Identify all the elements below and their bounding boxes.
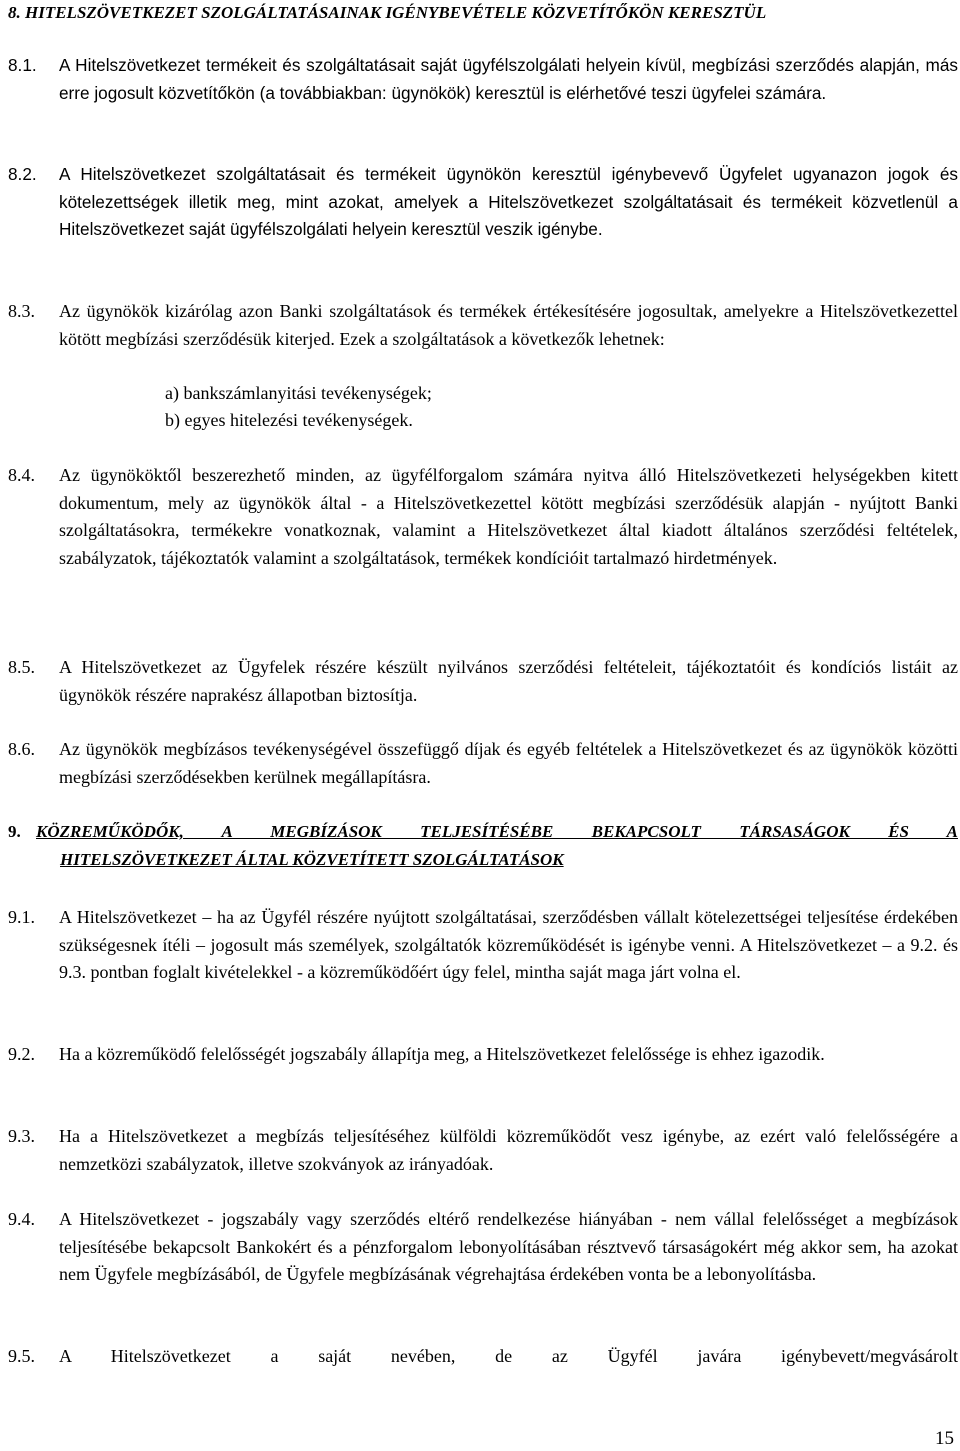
section-heading-9-line1: KÖZREMŰKÖDŐK, A MEGBÍZÁSOK TELJESÍTÉSÉBE BEKAPCSOLT TÁRSASÁGOK ÉS A (36, 822, 958, 841)
paragraph-number: 9.1. (8, 907, 35, 927)
paragraph-8-2 (8, 161, 958, 244)
paragraph-8-1 (8, 52, 958, 107)
paragraph-number: 9.3. (8, 1126, 35, 1146)
paragraph-8-3 (8, 298, 958, 353)
paragraph-number: 9.5. (8, 1346, 35, 1366)
paragraph-text: A Hitelszövetkezet az Ügyfelek részére készült nyilvános szerződési feltételeit, tájékoztatóit és kondíciós listáit az ügynökök részére naprakész állapotban biztosítja. (59, 657, 958, 705)
paragraph-number: 8.4. (8, 465, 35, 485)
paragraph-number: 8.6. (8, 739, 35, 759)
paragraph-text: Az ügynökök kizárólag azon Banki szolgáltatások és termékek értékesítésére jogosultak, amelyekre a Hitelszövetkezettel kötött megbízási szerződésük kiterjed. Ezek a szolgáltatások a következők lehetnek: (59, 301, 958, 349)
paragraph-number: 8.5. (8, 657, 35, 677)
paragraph-text: A Hitelszövetkezet a saját nevében, de az Ügyfél javára igénybevett/megvásárolt (59, 1346, 958, 1366)
list-item-a: a) bankszámlanyitási tevékenységek; (165, 383, 432, 403)
paragraph-text: A Hitelszövetkezet – ha az Ügyfél részére nyújtott szolgáltatásai, szerződésben vállalt kötelezettségei teljesítése érdekében szükségesnek ítéli – jogosult más személyek, szolgáltatók közreműködését is igénybe venni. A Hitelszövetkezet – a 9.2. és 9.3. pontban foglalt kivételekkel - a közreműködőért úgy felel, mintha saját maga járt volna el. (59, 907, 958, 982)
paragraph-8-4 (8, 462, 958, 572)
section-heading-8 (8, 0, 958, 26)
paragraph-number: 9.4. (8, 1209, 35, 1229)
paragraph-8-5 (8, 654, 958, 709)
paragraph-text: A Hitelszövetkezet - jogszabály vagy szerződés eltérő rendelkezése hiányában - nem vállal felelősséget a megbízások teljesítésébe bekapcsolt Bankokért és a pénzforgalom lebonyolításában résztvevő társaságokért még akkor sem, ha azokat nem Ügyfele megbízásából, de Ügyfele megbízásának végrehajtása érdekében vonta be a lebonyolításba. (59, 1209, 958, 1284)
paragraph-text: A Hitelszövetkezet szolgáltatásait és termékeit ügynökön keresztül igénybevevő Ügyfelet ugyanazon jogok és kötelezettségek illetik meg, mint azokat, amelyek a Hitelszövetkezet szolgáltatásait és termékeit közvetlenül a Hitelszövetkezet saját ügyfélszolgálati helyein keresztül veszik igénybe. (59, 164, 958, 239)
page-number: 15 (935, 1428, 954, 1449)
paragraph-text: Az ügynökök megbízásos tevékenységével összefüggő díjak és egyéb feltételek a Hitelszövetkezet és az ügynökök közötti megbízási szerződésekben kerülnek megállapításra. (59, 739, 958, 787)
paragraph-9-1 (8, 904, 958, 987)
paragraph-number: 8.2. (8, 164, 37, 184)
paragraph-9-3 (8, 1123, 958, 1178)
paragraph-text: Ha a Hitelszövetkezet a megbízás teljesítéséhez külföldi közreműködőt vesz igénybe, az ezért való felelősségére a nemzetközi szabályzatok, illetve szokványok az irányadóak. (59, 1126, 958, 1174)
paragraph-number: 8.1. (8, 55, 37, 75)
paragraph-9-5 (8, 1343, 958, 1371)
section-heading-9-line2-wrap (60, 846, 940, 874)
paragraph-number: 8.3. (8, 301, 35, 321)
section-heading-9-number: 9. (8, 822, 21, 841)
section-heading-8-text: 8. HITELSZÖVETKEZET SZOLGÁLTATÁSAINAK IGÉNYBEVÉTELE KÖZVETÍTŐKÖN KERESZTÜL (8, 3, 767, 22)
section-heading-9-line2: HITELSZÖVETKEZET ÁLTAL KÖZVETÍTETT SZOLGÁLTATÁSOK (60, 850, 564, 869)
paragraph-text: Ha a közreműködő felelősségét jogszabály állapítja meg, a Hitelszövetkezet felelőssége is ehhez igazodik. (59, 1044, 825, 1064)
paragraph-8-6 (8, 736, 958, 791)
list-item-b: b) egyes hitelezési tevékenységek. (165, 410, 413, 430)
section-heading-9 (8, 818, 958, 846)
paragraph-text: Az ügynököktől beszerezhető minden, az ügyfélforgalom számára nyitva álló Hitelszövetkezeti helységekben kitett dokumentum, mely az ügynökök által - a Hitelszövetkezettel kötött megbízási szerződésük alapján - nyújtott Banki szolgáltatásokra, termékekre vonatkoznak, valamint a Hitelszövetkezet által kiadott általános szerződési feltételek, szabályzatok, tájékoztatók valamint a szolgáltatások, termékek kondícióit tartalmazó hirdetmények. (59, 465, 958, 568)
paragraph-9-2 (8, 1041, 958, 1069)
paragraph-9-4 (8, 1206, 958, 1289)
paragraph-text: A Hitelszövetkezet termékeit és szolgáltatásait saját ügyfélszolgálati helyein kívül, megbízási szerződés alapján, más erre jogosult közvetítőkön (a továbbiakban: ügynökök) keresztül is elérhetővé teszi ügyfelei számára. (59, 55, 958, 103)
paragraph-number: 9.2. (8, 1044, 35, 1064)
